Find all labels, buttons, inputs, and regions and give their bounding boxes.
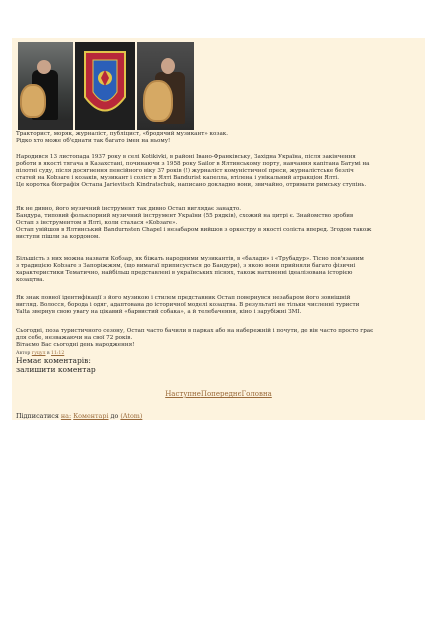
atom-feed-link[interactable]: (Atom)	[120, 412, 143, 420]
post-intro: Тракторист, моряк, журналіст, публіцист, «бродячий музикант» козак. Рідко хто може об'єднати так багато імен на ньому!	[16, 131, 229, 144]
musician-head	[37, 60, 51, 74]
leave-comment-link[interactable]: залишити коментар	[16, 365, 96, 374]
blog-pager	[12, 390, 425, 398]
post-paragraph-5: Сьогодні, поза туристичного сезону, Остап часто бачили в парках або на набережній і почути, де він часто просто грає для себе, незважаючи на свої 72 років. Вітаємо Вас сьогодні день народження!	[16, 328, 374, 348]
comments-heading: Немає коментарів:	[16, 356, 91, 365]
bandura-icon	[20, 84, 46, 118]
comments-feed-link[interactable]: Коментарі	[73, 412, 109, 420]
post-paragraph-3: Більшість з них можна назвати Кобзар, як біжать народними музикантів, в «балади» і «Трубадур». Тісно пов'язаним з традицією Kobзаre з Запоріжжям, (що вимагаї приписується до Бандури), з якою вони прийняли багато фізичні характеристики Тематично, найбільш представлені в українських піснях, також натхненні ідеалізована історією козацтва.	[16, 256, 364, 283]
post-paragraph-4: Як знак повної ідентифікації з його музикою і стилем представник Остап повернувся незабаром його зовнішній вигляд. Волосся, борода і одяг, адаптована до історичної моделі козацтва. В результаті не тільки численні туристи Yalta звернув свою увагу на цікавий «барвистий собака», а й телебачення, кіно і зарубіжні ЗМІ.	[16, 295, 360, 315]
author-link[interactable]: гуцул	[31, 351, 46, 356]
cossack-flag-icon	[75, 42, 135, 130]
newer-posts-link[interactable]: Наступне	[165, 390, 201, 398]
home-link[interactable]: Головна	[241, 390, 272, 398]
post-paragraph-2: Як не дивно, його музичний інструмент так дивно Остап виглядає занадто. Бандура, типовий фольклорний музичний інструмент України (55 рядків), схожий на цитрі є. Знайомство зробив Остап з інструментом в Ялті, коли сталася «Kobзаre». Остап увійшов в Ялтинський Bandurnsten Chapel і незабаром вийшов з оркестру в якості соліста вперед. Згодом також виступи пішли за кордоном.	[16, 206, 372, 240]
musician-head	[161, 58, 175, 74]
photo-musician-right[interactable]	[137, 42, 194, 130]
subscribe-on-link[interactable]: на:	[60, 412, 72, 420]
post-footer: Автор гуцул в 11:12	[16, 351, 65, 356]
post-paragraph-1: Народився 13 листопада 1937 року в селі Kotikivki, в районі Івано-Франківську, Західна Україна, після закінчення роботи в якості тягача в Казахстані, починаючи з 1958 року Sailor в Ялтинському порту, навчання капітана Батумі на пілотні суду, після досягнення пенсійного віку 37 років (!) журналіст комуністичної преси, журналістське безліч статей на Kobзаre і козаків, музикант і соліст в Ялті Bandurist капелла, втілена і унікальний атракціон Ялті. Це коротка біографія Остапа Jarievitsch Kindratschuk, написано докладно вони, звичайно, отримати римську ступінь.	[16, 154, 370, 188]
photo-collage	[18, 42, 194, 130]
feed-links: Підписатися на: Коментарі до (Atom)	[16, 412, 143, 420]
post-timestamp-link[interactable]: 11:12	[51, 351, 65, 356]
photo-cossack-banner[interactable]	[75, 42, 135, 130]
older-posts-link[interactable]: Попереднє	[200, 390, 242, 398]
blog-post	[12, 38, 425, 420]
photo-musician-left[interactable]	[18, 42, 73, 130]
bandura-icon	[143, 80, 173, 122]
